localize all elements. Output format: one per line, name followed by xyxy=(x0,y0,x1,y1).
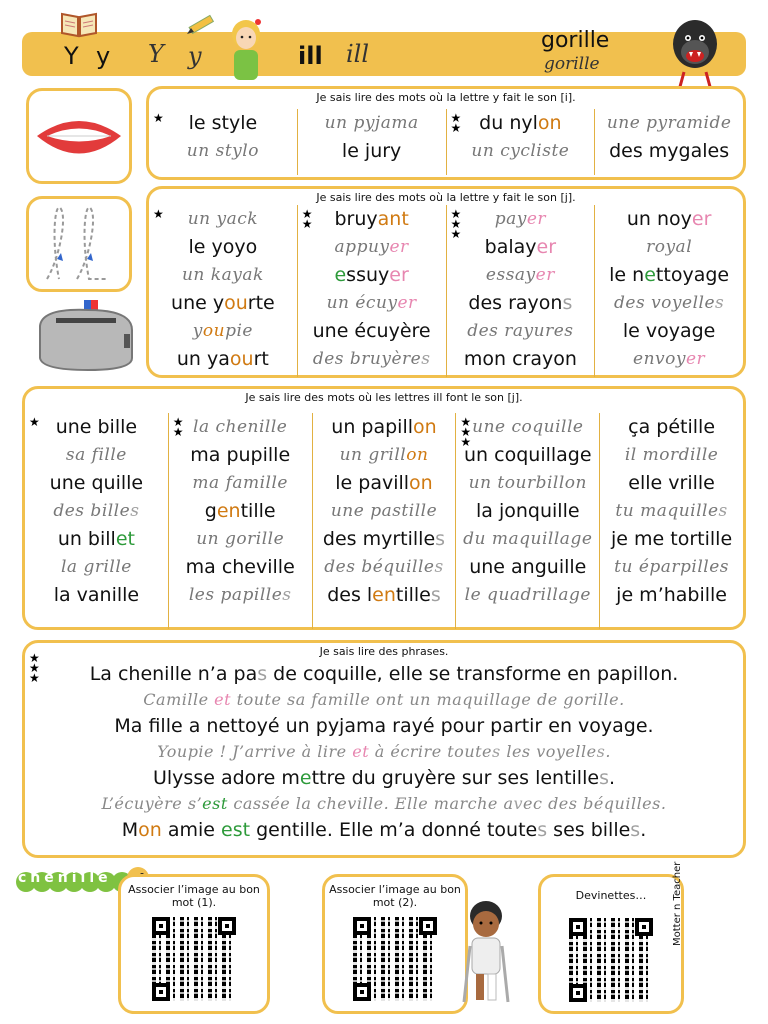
word-cursive: payer xyxy=(494,209,547,229)
word-column xyxy=(297,205,446,377)
word-cursive: un écuyer xyxy=(326,293,417,313)
sentence-cursive: Camille et toute sa famille ont un maquillage de gorille. xyxy=(143,690,625,709)
word-cursive: essayer xyxy=(485,265,555,285)
section-instruction: Je sais lire des mots où la lettre y fait le son [j]. xyxy=(316,191,576,204)
sentence-print: Mon amie est gentille. Elle m’a donné toutes ses billes. xyxy=(121,819,647,841)
word-column xyxy=(599,413,743,629)
word-column xyxy=(168,413,312,629)
sentence-print: Ma fille a nettoyé un pyjama rayé pour partir en voyage. xyxy=(114,715,654,737)
qr-label: Devinettes… xyxy=(575,889,647,902)
word-cursive: ma famille xyxy=(192,473,288,493)
ill-print: ill xyxy=(298,42,323,70)
word-cursive: une pastille xyxy=(330,501,438,521)
writing-guide-card xyxy=(26,196,132,292)
difficulty-stars: ★ ★ ★ xyxy=(29,651,40,685)
word-print: bruyant xyxy=(334,208,409,230)
word-cursive: un yack xyxy=(187,209,259,229)
word-column xyxy=(594,205,743,377)
word-cursive: des bruyères xyxy=(312,349,431,369)
section-ill-j-sound xyxy=(22,386,746,630)
word-column xyxy=(149,109,297,175)
word-column xyxy=(149,205,297,377)
word-cursive: envoyer xyxy=(633,349,706,369)
difficulty-stars: ★ xyxy=(29,415,40,429)
word-print: un papillon xyxy=(331,416,437,438)
section-y-i-sound xyxy=(146,86,746,180)
word-cursive: un gorille xyxy=(196,529,285,549)
qr-code-icon[interactable] xyxy=(152,917,236,1001)
book-icon xyxy=(60,10,98,38)
letter-Y-cursive: Y xyxy=(148,40,164,68)
word-cursive: un tourbillon xyxy=(468,473,587,493)
word-cursive: sa fille xyxy=(65,445,127,465)
word-cursive: des béquilles xyxy=(324,557,444,577)
gorilla-illustration xyxy=(664,10,726,96)
word-print: je me tortille xyxy=(611,528,733,550)
word-column xyxy=(594,109,743,175)
word-cursive: des billes xyxy=(53,501,140,521)
word-column xyxy=(297,109,446,175)
word-print: des rayons xyxy=(468,292,573,314)
sentence-cursive: L’écuyère s’est cassée la cheville. Elle marche avec des béquilles. xyxy=(101,794,667,813)
word-column xyxy=(455,413,599,629)
smiling-mouth-icon xyxy=(29,91,129,181)
gorille-cursive: gorille xyxy=(544,54,600,74)
toaster-illustration xyxy=(32,296,142,376)
header-banner xyxy=(22,32,746,76)
word-cursive: la grille xyxy=(60,557,132,577)
word-cursive: il mordille xyxy=(624,445,719,465)
word-print: une anguille xyxy=(469,556,587,578)
section-instruction: Je sais lire des phrases. xyxy=(319,645,449,658)
word-cursive: un grillon xyxy=(339,445,429,465)
word-print: ma cheville xyxy=(185,556,295,578)
word-print: le pavillon xyxy=(335,472,433,494)
qr-label: Associer l’image au bon mot (2). xyxy=(329,883,461,909)
word-print: balayer xyxy=(484,236,557,258)
word-cursive: le quadrillage xyxy=(464,585,591,605)
qr-card-match-2[interactable] xyxy=(322,874,468,1014)
word-cursive: tu maquilles xyxy=(615,501,728,521)
caterpillar-word: chenille xyxy=(18,870,112,886)
sentence-print: La chenille n’a pas de coquille, elle se transforme en papillon. xyxy=(89,663,679,685)
word-print: la vanille xyxy=(53,584,140,606)
word-print: mon crayon xyxy=(463,348,577,370)
word-print: une écuyère xyxy=(312,320,431,342)
difficulty-stars: ★ xyxy=(153,111,164,125)
qr-card-match-1[interactable] xyxy=(118,874,270,1014)
gorille-print: gorille xyxy=(541,28,610,53)
word-print: une yourte xyxy=(171,292,275,314)
word-print: une quille xyxy=(49,472,144,494)
qr-label: Associer l’image au bon mot (1). xyxy=(128,883,260,909)
word-print: le yoyo xyxy=(188,236,258,258)
word-column xyxy=(25,413,168,629)
word-cursive: un cycliste xyxy=(471,141,570,161)
word-cursive: tu éparpilles xyxy=(614,557,730,577)
word-print: le nettoyage xyxy=(609,264,730,286)
word-cursive: youpie xyxy=(192,321,253,341)
sentence-cursive: Youpie ! J’arrive à lire et à écrire toutes les voyelles. xyxy=(157,742,611,761)
qr-code-icon[interactable] xyxy=(353,917,437,1001)
word-print: elle vrille xyxy=(628,472,715,494)
credit-text: Motter n Teacher xyxy=(672,861,683,946)
word-print: le voyage xyxy=(622,320,716,342)
section-instruction: Je sais lire des mots où la lettre y fait le son [i]. xyxy=(316,91,576,104)
word-cursive: la chenille xyxy=(193,417,288,437)
letter-y-lower: y xyxy=(96,42,111,70)
qr-card-riddles[interactable] xyxy=(538,874,684,1014)
word-print: ma pupille xyxy=(190,444,291,466)
word-print: essuyer xyxy=(334,264,409,286)
pencil-icon xyxy=(185,12,221,36)
word-print: un coquillage xyxy=(464,444,592,466)
difficulty-stars: ★ ★ xyxy=(172,415,184,439)
section-y-j-sound xyxy=(146,186,746,378)
word-column xyxy=(446,205,595,377)
word-cursive: un pyjama xyxy=(324,113,419,133)
word-cursive: un kayak xyxy=(181,265,264,285)
word-cursive: les papilles xyxy=(188,585,292,605)
section-instruction: Je sais lire des mots où les lettres ill font le son [j]. xyxy=(245,391,523,404)
sentence-print: Ulysse adore mettre du gruyère sur ses lentilles. xyxy=(152,767,616,789)
word-print: des mygales xyxy=(609,140,730,162)
word-print: je m’habille xyxy=(616,584,727,606)
word-print: une bille xyxy=(55,416,138,438)
qr-code-icon[interactable] xyxy=(569,918,653,1002)
word-cursive: des voyelles xyxy=(614,293,725,313)
cursive-ll-tracing-icon xyxy=(29,199,129,289)
boy-crutches-illustration xyxy=(456,896,516,1006)
word-print: le style xyxy=(188,112,258,134)
word-print: un billet xyxy=(57,528,135,550)
word-print: des lentilles xyxy=(327,584,441,606)
word-print: des myrtilles xyxy=(322,528,446,550)
word-cursive: du maquillage xyxy=(463,529,593,549)
word-cursive: une coquille xyxy=(472,417,584,437)
word-print: un yaourt xyxy=(176,348,269,370)
letter-y-cursive: y xyxy=(188,42,202,70)
difficulty-stars: ★ ★ xyxy=(301,207,313,231)
word-column xyxy=(446,109,595,175)
word-print: ça pétille xyxy=(628,416,716,438)
section-sentences xyxy=(22,640,746,858)
ill-cursive: ill xyxy=(346,40,370,68)
difficulty-stars: ★ xyxy=(153,207,164,221)
letter-Y-upper: Y xyxy=(64,42,79,70)
mouth-picture-card xyxy=(26,88,132,184)
word-print: la jonquille xyxy=(476,500,580,522)
word-print: le jury xyxy=(341,140,402,162)
difficulty-stars: ★ ★ ★ xyxy=(460,415,472,449)
difficulty-stars: ★ ★ xyxy=(450,111,462,135)
word-cursive: une pyramide xyxy=(606,113,732,133)
word-print: du nylon xyxy=(479,112,562,134)
word-cursive: des rayures xyxy=(467,321,574,341)
word-column xyxy=(312,413,456,629)
word-cursive: appuyer xyxy=(334,237,409,257)
word-cursive: royal xyxy=(646,237,693,257)
word-print: gentille xyxy=(204,500,276,522)
word-print: un noyer xyxy=(626,208,712,230)
difficulty-stars: ★ ★ ★ xyxy=(450,207,462,241)
word-cursive: un stylo xyxy=(186,141,259,161)
child-writing-illustration xyxy=(222,16,270,82)
